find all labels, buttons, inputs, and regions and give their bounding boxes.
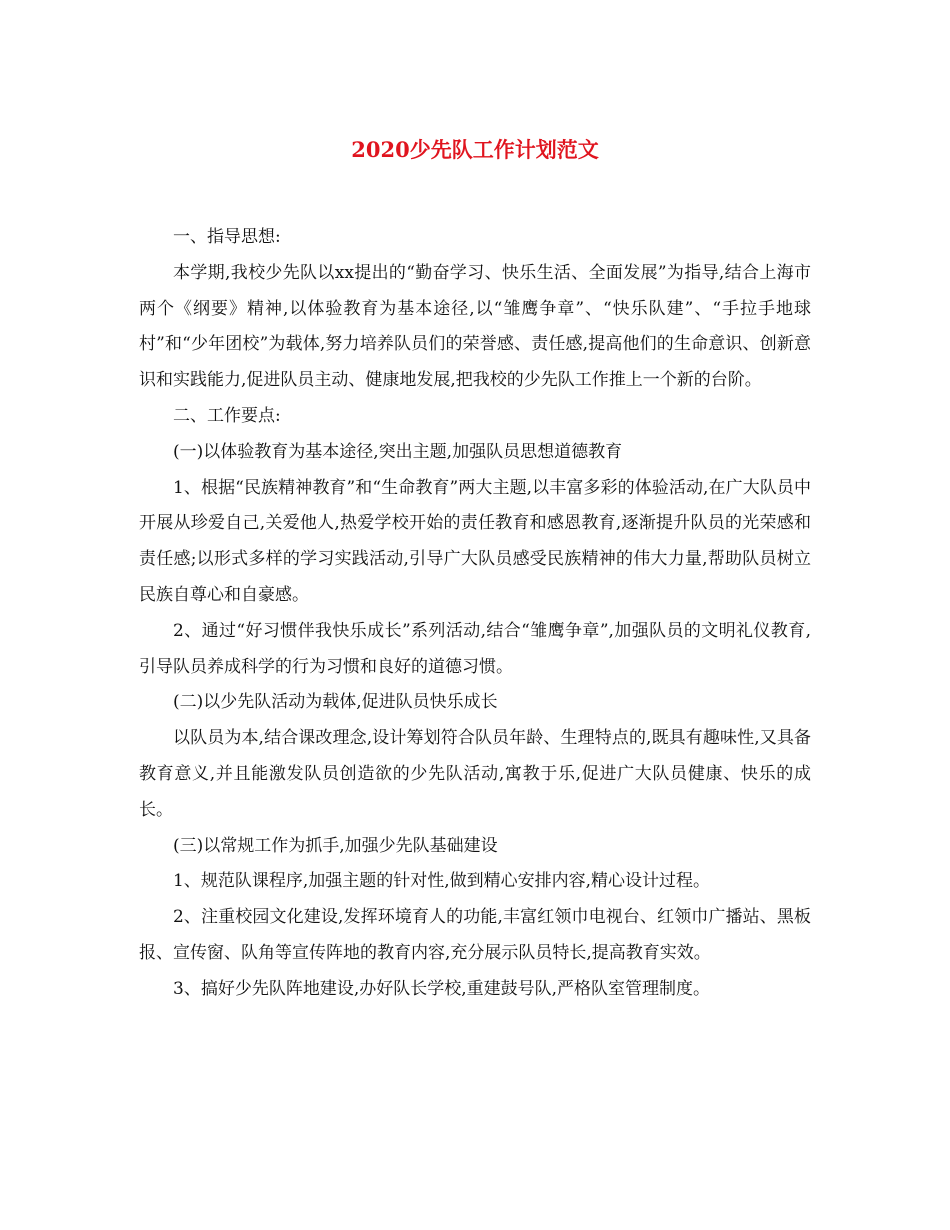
paragraph-section-1-heading: (一)以体验教育为基本途径,突出主题,加强队员思想道德教育 [173, 441, 623, 462]
paragraph-section-2-heading: (二)以少先队活动为载体,促进队员快乐成长 [173, 692, 498, 713]
paragraph-key-points-heading: 二、工作要点: [173, 405, 281, 426]
document-title: 2020少先队工作计划范文 [351, 137, 599, 162]
paragraph-guiding-text: 本学期,我校少先队以xx提出的“勤奋学习、快乐生活、全面发展”为指导,结合上海市两个《纲要》精神,以体验教育为基本途径,以“雏鹰争章”、“快乐队建”、“手拉手地球村”和“少年团校”为载体,努力培养队员们的荣誉感、责任感,提高他们的生命意识、创新意识和实践能力,促进队员主动、健康地发展,把我校的少先队工作推上一个新的台阶。 [139, 262, 811, 391]
paragraph-section-3-item-2: 2、注重校园文化建设,发挥环境育人的功能,丰富红领巾电视台、红领巾广播站、黑板报、宣传窗、队角等宣传阵地的教育内容,充分展示队员特长,提高教育实效。 [139, 907, 811, 963]
paragraph-section-3-item-3: 3、搞好少先队阵地建设,办好队长学校,重建鼓号队,严格队室管理制度。 [173, 978, 711, 999]
paragraph-section-1-item-2: 2、通过“好习惯伴我快乐成长”系列活动,结合“雏鹰争章”,加强队员的文明礼仪教育,引导队员养成科学的行为习惯和良好的道德习惯。 [139, 620, 811, 677]
paragraph-section-1-item-1: 1、根据“民族精神教育”和“生命教育”两大主题,以丰富多彩的体验活动,在广大队员中开展从珍爱自己,关爱他人,热爱学校开始的责任教育和感恩教育,逐渐提升队员的光荣感和责任感;以形式多样的学习实践活动,引导广大队员感受民族精神的伟大力量,帮助队员树立民族自尊心和自豪感。 [139, 477, 811, 605]
paragraph-section-2-text: 以队员为本,结合课改理念,设计筹划符合队员年龄、生理特点的,既具有趣味性,又具备教育意义,并且能激发队员创造欲的少先队活动,寓教于乐,促进广大队员健康、快乐的成长。 [139, 728, 811, 820]
document-body [139, 220, 811, 1008]
paragraph-section-3-heading: (三)以常规工作为抓手,加强少先队基础建设 [173, 835, 498, 856]
paragraph-guiding-heading: 一、指导思想: [173, 227, 281, 247]
paragraph-section-3-item-1: 1、规范队课程序,加强主题的针对性,做到精心安排内容,精心设计过程。 [173, 871, 711, 892]
